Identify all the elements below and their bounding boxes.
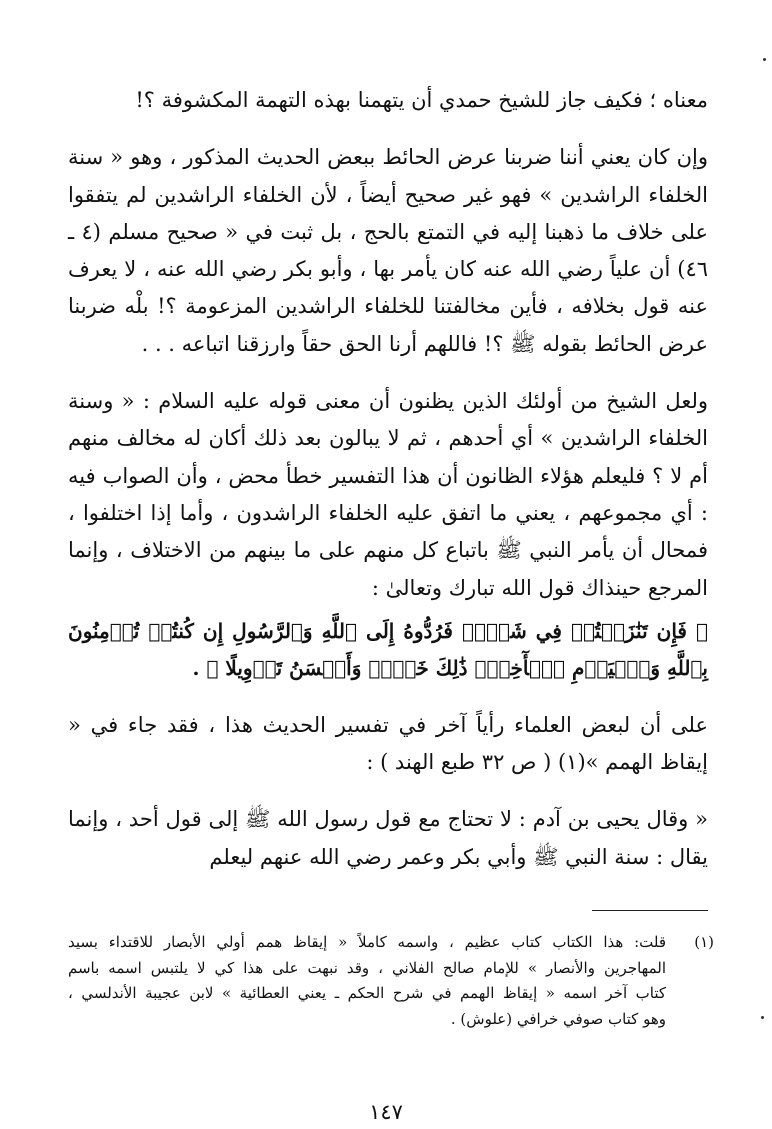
scan-speck: [763, 58, 766, 61]
quran-verse: ﴿ فَإِن تَنَٰزَعۡتُمۡ فِي شَيۡءٖ فَرُدُّوهُ إِلَى ٱللَّهِ وَٱلرَّسُولِ إِن كُنتُمۡ تُؤۡمِنُونَ بِٱللَّهِ وَٱلۡيَوۡمِ ٱلۡأٓخِرِۚ ذَٰلِكَ خَيۡرٞ وَأَحۡسَنُ تَأۡوِيلًا ﴾ .: [68, 618, 708, 680]
footnote-line: قلت: هذا الكتاب كتاب عظيم ، واسمه كاملاً « إيقاظ همم أولي الأبصار للاقتداء بسيد: [68, 933, 666, 951]
footnote-divider: [592, 910, 708, 911]
paragraph-4: على أن لبعض العلماء رأياً آخر في تفسير الحديث هذا ، فقد جاء في « إيقاظ الهمم »(١) ( ص ٣٢ طبع الهند ) :: [68, 712, 708, 775]
paragraph-3: ولعل الشيخ من أولئك الذين يظنون أن معنى قوله عليه السلام : « وسنة الخلفاء الراشدين » أي أحدهم ، ثم لا يبالون بعد ذلك أكان له مخالف منهم أم لا ؟ فليعلم هؤلاء الظانون أن هذا التفسير خطأ محض ، وأن الصواب فيه : أي مجموعهم ، يعني ما اتفق عليه الخلفاء الراشدون ، وأما إذا اختلفوا ، فمحال أن يأمر النبي ﷺ باتباع كل منهم على ما بينهم من الاختلاف ، وإنما المرجع حينذاك قول الله تبارك وتعالىٰ :: [68, 389, 708, 600]
footnote: [68, 930, 714, 1032]
scan-speck: [761, 1016, 764, 1019]
footnote-line: المهاجرين والأنصار » للإمام صالح الفلاني ، وقد نبهت على هذا كي لا يلتبس اسمه باسم: [68, 958, 666, 977]
quote-paragraph: « وقال يحيى بن آدم : لا تحتاج مع قول رسول الله ﷺ إلى قول أحد ، وإنما يقال : سنة النبي ﷺ وأبي بكر وعمر رضي الله عنهم ليعلم: [68, 807, 708, 869]
footnote-line: وهو كتاب صوفي خرافي (علوش) .: [450, 1009, 666, 1028]
footnote-number: (١): [694, 933, 714, 951]
paragraph-1: معناه ؛ فكيف جاز للشيخ حمدي أن يتهمنا بهذه التهمة المكشوفة ؟!: [135, 88, 708, 112]
page-number: ١٤٧: [369, 1100, 403, 1124]
footnote-body: [68, 930, 666, 1032]
paragraph-2: وإن كان يعني أننا ضربنا عرض الحائط ببعض الحديث المذكور ، وهو « سنة الخلفاء الراشدين » فهو غير صحيح أيضاً ، لأن الخلفاء الراشدين لم يتفقوا على خلاف ما ذهبنا إليه في التمتع بالحج ، بل ثبت في « صحيح مسلم (٤ ـ ٤٦) أن علياً رضي الله عنه كان يأمر بها ، وأبو بكر رضي الله عنه ، لا يعرف عنه قول بخلافه ، فأين مخالفتنا للخلفاء الراشدين المزعومة ؟! بلْه ضربنا عرض الحائط بقوله ﷺ ؟! فاللهم أرنا الحق حقاً وارزقنا اتباعه . . .: [68, 145, 708, 356]
main-text: [68, 82, 708, 876]
footnote-line: كتاب آخر اسمه « إيقاظ الهمم في شرح الحكم ـ يعني العطائية » لابن عجيبة الأندلسي ،: [68, 984, 666, 1002]
